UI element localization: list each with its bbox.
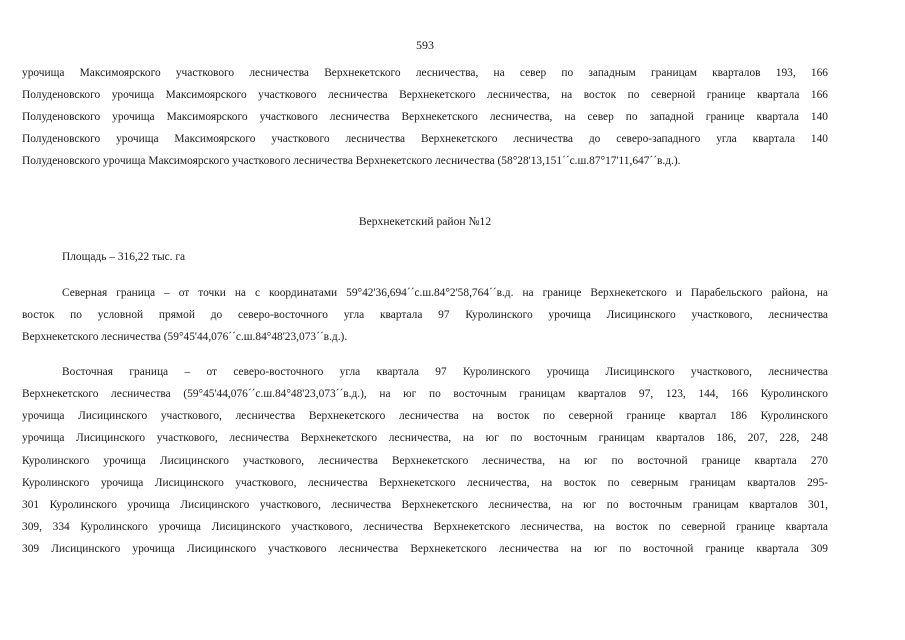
text-line: 309, 334 Куролинского урочища Лисицинского участкового, лесничества Верхнекетского лесничества, на восток по северной границе квартала: [22, 521, 828, 533]
text-line: 309 Лисицинского урочища Лисицинского участкового лесничества Верхнекетского лесничества на юг по восточной границе квартала 309: [22, 543, 828, 555]
text-line: урочища Лисицинского участкового, лесничества Верхнекетского лесничества на восток по северной границе квартал 186 Куролинского: [22, 410, 828, 422]
text-line: восток по условной прямой до северо-восточного угла квартала 97 Куролинского урочища Лисицинского участкового, лесничества: [22, 309, 828, 321]
text-line: Восточная граница – от северо-восточного угла квартала 97 Куролинского урочища Лисицинского участкового, лесничества: [62, 366, 828, 378]
text-line: Полуденовского урочища Максимоярского участкового лесничества Верхнекетского лесничества до северо-западного угла квартала 140: [22, 133, 828, 145]
text-line: урочища Максимоярского участкового лесничества Верхнекетского лесничества, на север по западным границам кварталов 193, 166: [22, 67, 828, 79]
text-line: Полуденовского урочища Максимоярского участкового лесничества Верхнекетского лесничества (58°28'13,151´´с.ш.87°17'11,647´´в.д.).: [22, 155, 681, 167]
text-line: 301 Куролинского урочища Лисицинского участкового, лесничества Верхнекетского лесничества, на юг по восточным границам кварталов 301,: [22, 499, 828, 511]
text-line: урочища Лисицинского участкового, лесничества Верхнекетского лесничества, на юг по восточным границам кварталов 186, 207, 228, 248: [22, 432, 828, 444]
text-line: Северная граница – от точки на с координатами 59°42'36,694´´с.ш.84°2'58,764´´в.д. на границе Верхнекетского и Парабельского района, на: [62, 287, 828, 299]
text-line: Куролинского урочища Лисицинского участкового, лесничества Верхнекетского лесничества, на юг по восточной границе квартала 270: [22, 455, 828, 467]
text-line: Верхнекетского лесничества (59°45'44,076´´с.ш.84°48'23,073´´в.д.).: [22, 331, 348, 343]
text-line: Полуденовского урочища Максимоярского участкового лесничества Верхнекетского лесничества, на восток по северной границе квартала 166: [22, 89, 828, 101]
text-line: Полуденовского урочища Максимоярского участкового лесничества Верхнекетского лесничества, на север по западной границе квартала 140: [22, 111, 828, 123]
area-text: Площадь – 316,22 тыс. га: [62, 251, 186, 263]
text-line: Куролинского урочища Лисицинского участкового, лесничества Верхнекетского лесничества, на восток по северным границам кварталов 295-: [22, 477, 828, 489]
text-line: Верхнекетского лесничества (59°45'44,076´´с.ш.84°48'23,073´´в.д.), на юг по восточным границам кварталов 97, 123, 144, 166 Куролинского: [22, 388, 828, 400]
section-title: Верхнекетский район №12: [358, 215, 492, 228]
page-number: 593: [416, 38, 434, 52]
